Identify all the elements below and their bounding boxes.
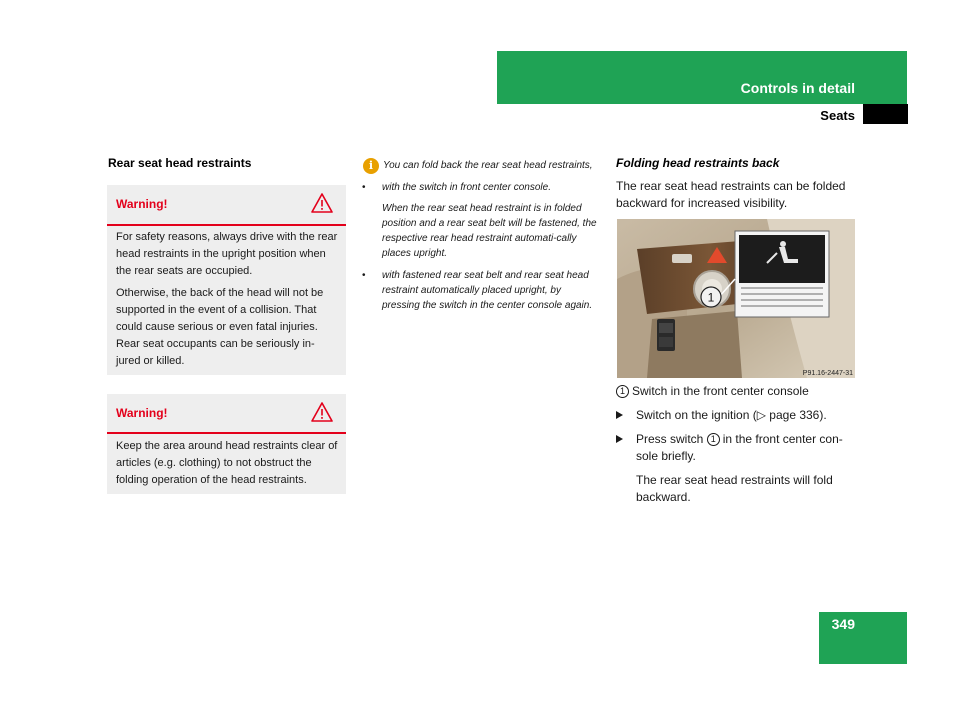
callout-number: 1 — [707, 433, 720, 446]
warning-triangle-icon — [311, 402, 333, 422]
subsection-heading: Folding head restraints back — [616, 156, 780, 170]
step-text-end: in the front center con-sole briefly. — [636, 432, 843, 463]
subsection-title: Seats — [820, 108, 855, 123]
page-number: 349 — [831, 616, 855, 632]
center-console-photo — [617, 219, 855, 378]
section-title: Controls in detail — [740, 80, 855, 96]
info-line — [362, 158, 600, 173]
warning-paragraph: For safety reasons, always drive with the rear head restraints in the upright position when the rear seats are occupied. — [116, 231, 338, 277]
intro-text: The rear seat head restraints can be folded backward for increased visibility. — [616, 179, 846, 210]
step-text: Switch on the ignition (▷ page 336). — [636, 408, 827, 422]
list-item-text: with fastened rear seat belt and rear seat head restraint automatically placed upright, by pressing the switch in the center console again. — [382, 270, 593, 311]
instruction-step — [616, 431, 856, 465]
warning-box — [107, 185, 346, 375]
list-item — [362, 180, 600, 195]
bullet-icon: • — [362, 182, 366, 193]
warning-paragraph: Keep the area around head restraints clear of articles (e.g. clothing) to not obstruct the folding operation of the head restraints. — [116, 440, 338, 486]
warning-divider — [107, 224, 346, 226]
subsection-marker — [863, 104, 908, 124]
info-text: You can fold back the rear seat head restraints, — [383, 160, 593, 171]
callout-number: 1 — [616, 385, 629, 398]
list-item-note: When the rear seat head restraint is in folded position and a rear seat belt will be fastened, the respective rear head restraint automati-cally places upright. — [382, 203, 597, 259]
list-item — [362, 268, 600, 313]
image-code: P91.16-2447-31 — [802, 370, 853, 377]
warning-title: Warning! — [116, 197, 168, 211]
info-icon: i — [363, 158, 379, 174]
bullet-icon: • — [362, 270, 366, 281]
warning-triangle-icon — [311, 193, 333, 213]
warning-paragraph: Otherwise, the back of the head will not be supported in the event of a collision. That could cause serious or even fatal injuries. Rear seat occupants can be seriously in-jured or killed. — [116, 287, 324, 367]
section-heading: Rear seat head restraints — [108, 156, 252, 170]
step-arrow-icon — [616, 411, 623, 419]
result-text: The rear seat head restraints will fold backward. — [636, 473, 833, 504]
step-text — [636, 431, 856, 465]
warning-body — [116, 438, 338, 494]
image-caption — [616, 383, 856, 400]
warning-title: Warning! — [116, 406, 168, 420]
header-band — [497, 51, 907, 104]
caption-text: Switch in the front center console — [632, 384, 809, 398]
list-item-text: with the switch in front center console. — [382, 182, 551, 193]
instruction-step — [616, 407, 856, 424]
step-text-start: Press switch — [636, 432, 704, 446]
callout-number: 1 — [707, 290, 715, 305]
warning-divider — [107, 432, 346, 434]
step-arrow-icon — [616, 435, 623, 443]
step-result — [616, 472, 856, 506]
info-note — [362, 158, 600, 313]
warning-box — [107, 394, 346, 494]
warning-body — [116, 229, 338, 375]
